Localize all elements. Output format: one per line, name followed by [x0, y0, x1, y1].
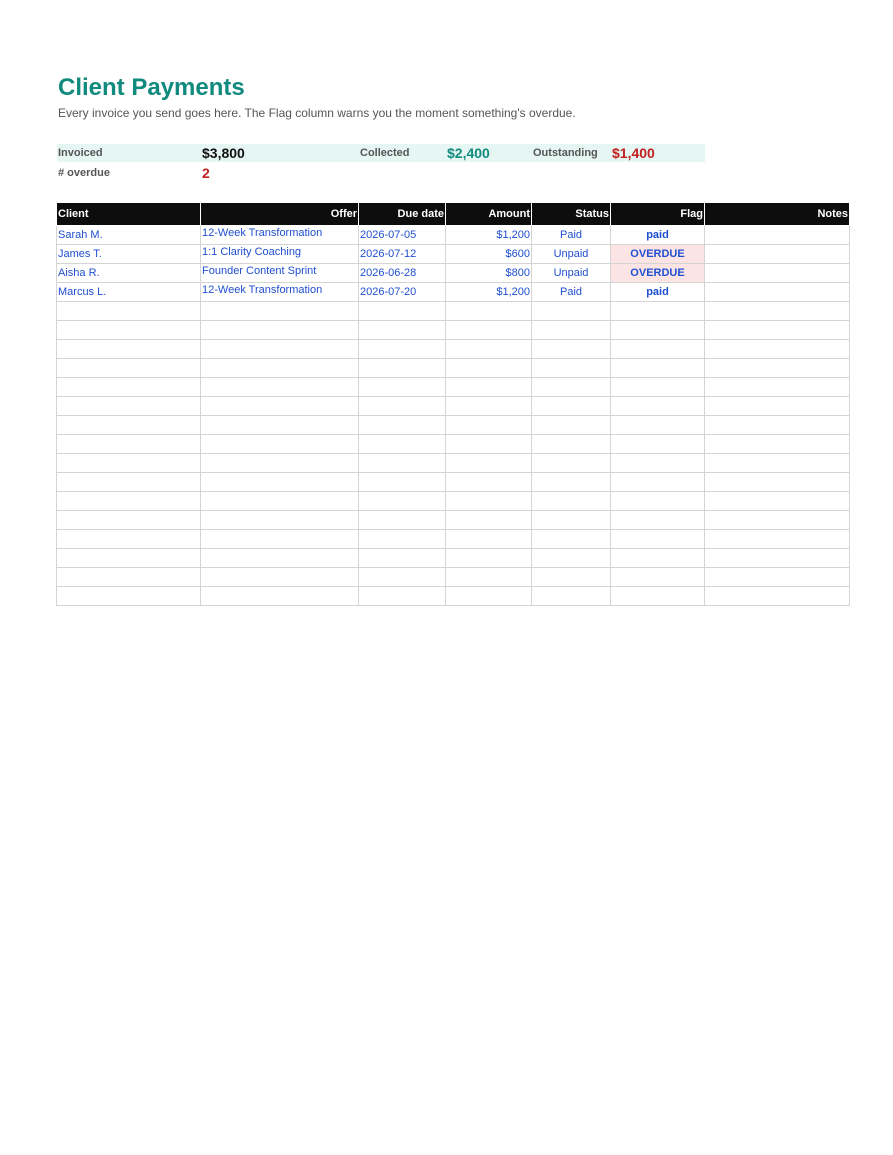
empty-cell[interactable] [446, 587, 532, 606]
empty-cell[interactable] [611, 435, 705, 454]
empty-cell[interactable] [705, 340, 850, 359]
empty-cell[interactable] [611, 587, 705, 606]
empty-cell[interactable] [201, 454, 359, 473]
empty-cell[interactable] [359, 530, 446, 549]
cell-amount[interactable]: $800 [446, 264, 532, 283]
column-header-flag[interactable]: Flag [611, 203, 705, 226]
empty-cell[interactable] [446, 340, 532, 359]
empty-cell[interactable] [446, 359, 532, 378]
empty-cell[interactable] [705, 511, 850, 530]
empty-cell[interactable] [201, 359, 359, 378]
empty-cell[interactable] [611, 321, 705, 340]
empty-cell[interactable] [611, 492, 705, 511]
empty-cell[interactable] [611, 359, 705, 378]
cell-status[interactable]: Paid [532, 283, 611, 302]
empty-cell[interactable] [532, 435, 611, 454]
cell-amount[interactable]: $1,200 [446, 226, 532, 245]
empty-table-row [57, 473, 850, 492]
empty-cell[interactable] [57, 511, 201, 530]
column-header-notes[interactable]: Notes [705, 203, 850, 226]
empty-cell[interactable] [532, 492, 611, 511]
overdue-count-value[interactable]: 2 [202, 165, 210, 181]
empty-table-row [57, 454, 850, 473]
empty-cell[interactable] [705, 454, 850, 473]
empty-cell[interactable] [446, 549, 532, 568]
empty-cell[interactable] [446, 416, 532, 435]
cell-due-date[interactable]: 2026-07-05 [359, 226, 446, 245]
empty-cell[interactable] [611, 473, 705, 492]
empty-cell[interactable] [201, 378, 359, 397]
empty-cell[interactable] [705, 321, 850, 340]
empty-cell[interactable] [611, 302, 705, 321]
empty-table-row [57, 435, 850, 454]
empty-table-row [57, 416, 850, 435]
empty-cell[interactable] [359, 340, 446, 359]
empty-cell[interactable] [359, 378, 446, 397]
empty-cell[interactable] [201, 416, 359, 435]
empty-cell[interactable] [446, 473, 532, 492]
cell-amount[interactable]: $600 [446, 245, 532, 264]
empty-cell[interactable] [611, 568, 705, 587]
column-header-client[interactable]: Client [57, 203, 201, 226]
table-header-row [57, 203, 850, 226]
empty-table-row [57, 492, 850, 511]
empty-cell[interactable] [446, 568, 532, 587]
empty-cell[interactable] [705, 302, 850, 321]
empty-cell[interactable] [201, 492, 359, 511]
empty-cell[interactable] [359, 359, 446, 378]
column-header-offer[interactable]: Offer [201, 203, 359, 226]
column-header-due-date[interactable]: Due date [359, 203, 446, 226]
cell-status[interactable]: Unpaid [532, 245, 611, 264]
table-row [57, 283, 850, 302]
empty-cell[interactable] [532, 416, 611, 435]
empty-table-row [57, 511, 850, 530]
empty-cell[interactable] [201, 321, 359, 340]
empty-cell[interactable] [532, 397, 611, 416]
empty-cell[interactable] [446, 492, 532, 511]
empty-cell[interactable] [446, 454, 532, 473]
overdue-count-label: # overdue [58, 167, 110, 179]
empty-cell[interactable] [446, 378, 532, 397]
empty-cell[interactable] [57, 340, 201, 359]
empty-cell[interactable] [201, 530, 359, 549]
empty-cell[interactable] [57, 435, 201, 454]
outstanding-value[interactable]: $1,400 [612, 145, 655, 161]
empty-cell[interactable] [359, 454, 446, 473]
empty-cell[interactable] [57, 530, 201, 549]
empty-cell[interactable] [446, 511, 532, 530]
empty-cell[interactable] [57, 378, 201, 397]
empty-cell[interactable] [532, 340, 611, 359]
empty-cell[interactable] [532, 321, 611, 340]
empty-cell[interactable] [201, 511, 359, 530]
empty-table-row [57, 568, 850, 587]
cell-offer[interactable]: 12-Week Transformation [201, 226, 359, 245]
empty-cell[interactable] [446, 302, 532, 321]
empty-cell[interactable] [532, 473, 611, 492]
page-subtitle: Every invoice you send goes here. The Flag column warns you the moment something's overdue. [58, 106, 576, 120]
outstanding-label: Outstanding [533, 147, 598, 159]
cell-notes[interactable] [705, 283, 850, 302]
empty-cell[interactable] [359, 416, 446, 435]
page-title: Client Payments [58, 74, 245, 101]
cell-flag[interactable]: paid [611, 226, 705, 245]
empty-cell[interactable] [705, 568, 850, 587]
empty-cell[interactable] [611, 530, 705, 549]
cell-status[interactable]: Paid [532, 226, 611, 245]
empty-cell[interactable] [57, 492, 201, 511]
empty-cell[interactable] [57, 473, 201, 492]
empty-table-row [57, 378, 850, 397]
empty-cell[interactable] [359, 302, 446, 321]
empty-cell[interactable] [57, 302, 201, 321]
empty-cell[interactable] [446, 530, 532, 549]
collected-label: Collected [360, 147, 410, 159]
empty-cell[interactable] [57, 568, 201, 587]
empty-cell[interactable] [532, 587, 611, 606]
empty-cell[interactable] [532, 454, 611, 473]
empty-cell[interactable] [359, 397, 446, 416]
payments-table [56, 202, 850, 606]
empty-cell[interactable] [201, 302, 359, 321]
cell-flag[interactable]: OVERDUE [611, 245, 705, 264]
empty-cell[interactable] [611, 378, 705, 397]
cell-offer[interactable]: 12-Week Transformation [201, 283, 359, 302]
empty-cell[interactable] [57, 587, 201, 606]
empty-cell[interactable] [201, 340, 359, 359]
empty-cell[interactable] [201, 435, 359, 454]
empty-cell[interactable] [201, 397, 359, 416]
empty-cell[interactable] [359, 473, 446, 492]
empty-table-row [57, 530, 850, 549]
cell-client[interactable]: Sarah M. [57, 226, 201, 245]
cell-client[interactable]: Marcus L. [57, 283, 201, 302]
empty-cell[interactable] [611, 397, 705, 416]
empty-cell[interactable] [57, 416, 201, 435]
empty-cell[interactable] [446, 397, 532, 416]
empty-cell[interactable] [57, 454, 201, 473]
empty-cell[interactable] [532, 568, 611, 587]
empty-cell[interactable] [201, 549, 359, 568]
empty-cell[interactable] [446, 321, 532, 340]
empty-cell[interactable] [611, 340, 705, 359]
invoiced-value[interactable]: $3,800 [202, 145, 245, 161]
collected-value[interactable]: $2,400 [447, 145, 490, 161]
empty-cell[interactable] [705, 473, 850, 492]
empty-cell[interactable] [705, 587, 850, 606]
cell-notes[interactable] [705, 245, 850, 264]
cell-notes[interactable] [705, 264, 850, 283]
cell-notes[interactable] [705, 226, 850, 245]
cell-offer[interactable]: Founder Content Sprint [201, 264, 359, 283]
cell-status[interactable]: Unpaid [532, 264, 611, 283]
empty-cell[interactable] [705, 530, 850, 549]
empty-cell[interactable] [705, 549, 850, 568]
empty-cell[interactable] [359, 511, 446, 530]
empty-cell[interactable] [57, 359, 201, 378]
empty-cell[interactable] [446, 435, 532, 454]
empty-cell[interactable] [611, 511, 705, 530]
table-row [57, 245, 850, 264]
empty-table-row [57, 321, 850, 340]
empty-cell[interactable] [705, 359, 850, 378]
cell-flag[interactable]: paid [611, 283, 705, 302]
column-header-amount[interactable]: Amount [446, 203, 532, 226]
column-header-status[interactable]: Status [532, 203, 611, 226]
empty-cell[interactable] [359, 435, 446, 454]
empty-cell[interactable] [57, 321, 201, 340]
cell-due-date[interactable]: 2026-07-20 [359, 283, 446, 302]
cell-flag[interactable]: OVERDUE [611, 264, 705, 283]
cell-amount[interactable]: $1,200 [446, 283, 532, 302]
empty-cell[interactable] [359, 587, 446, 606]
cell-due-date[interactable]: 2026-07-12 [359, 245, 446, 264]
empty-cell[interactable] [57, 549, 201, 568]
empty-cell[interactable] [532, 302, 611, 321]
cell-due-date[interactable]: 2026-06-28 [359, 264, 446, 283]
empty-table-row [57, 587, 850, 606]
empty-cell[interactable] [611, 454, 705, 473]
cell-client[interactable]: Aisha R. [57, 264, 201, 283]
empty-cell[interactable] [359, 492, 446, 511]
empty-cell[interactable] [359, 321, 446, 340]
empty-cell[interactable] [705, 378, 850, 397]
empty-table-row [57, 302, 850, 321]
empty-cell[interactable] [532, 511, 611, 530]
empty-table-row [57, 340, 850, 359]
empty-cell[interactable] [532, 549, 611, 568]
empty-table-row [57, 549, 850, 568]
cell-offer[interactable]: 1:1 Clarity Coaching [201, 245, 359, 264]
table-row [57, 226, 850, 245]
empty-table-row [57, 359, 850, 378]
empty-cell[interactable] [57, 397, 201, 416]
empty-cell[interactable] [611, 416, 705, 435]
cell-client[interactable]: James T. [57, 245, 201, 264]
empty-table-row [57, 397, 850, 416]
empty-cell[interactable] [359, 549, 446, 568]
empty-cell[interactable] [201, 568, 359, 587]
empty-cell[interactable] [611, 549, 705, 568]
empty-cell[interactable] [359, 568, 446, 587]
empty-cell[interactable] [201, 587, 359, 606]
empty-cell[interactable] [201, 473, 359, 492]
empty-cell[interactable] [705, 435, 850, 454]
empty-cell[interactable] [532, 359, 611, 378]
table-row [57, 264, 850, 283]
empty-cell[interactable] [705, 492, 850, 511]
invoiced-label: Invoiced [58, 147, 103, 159]
empty-cell[interactable] [705, 416, 850, 435]
empty-cell[interactable] [532, 378, 611, 397]
empty-cell[interactable] [532, 530, 611, 549]
empty-cell[interactable] [705, 397, 850, 416]
